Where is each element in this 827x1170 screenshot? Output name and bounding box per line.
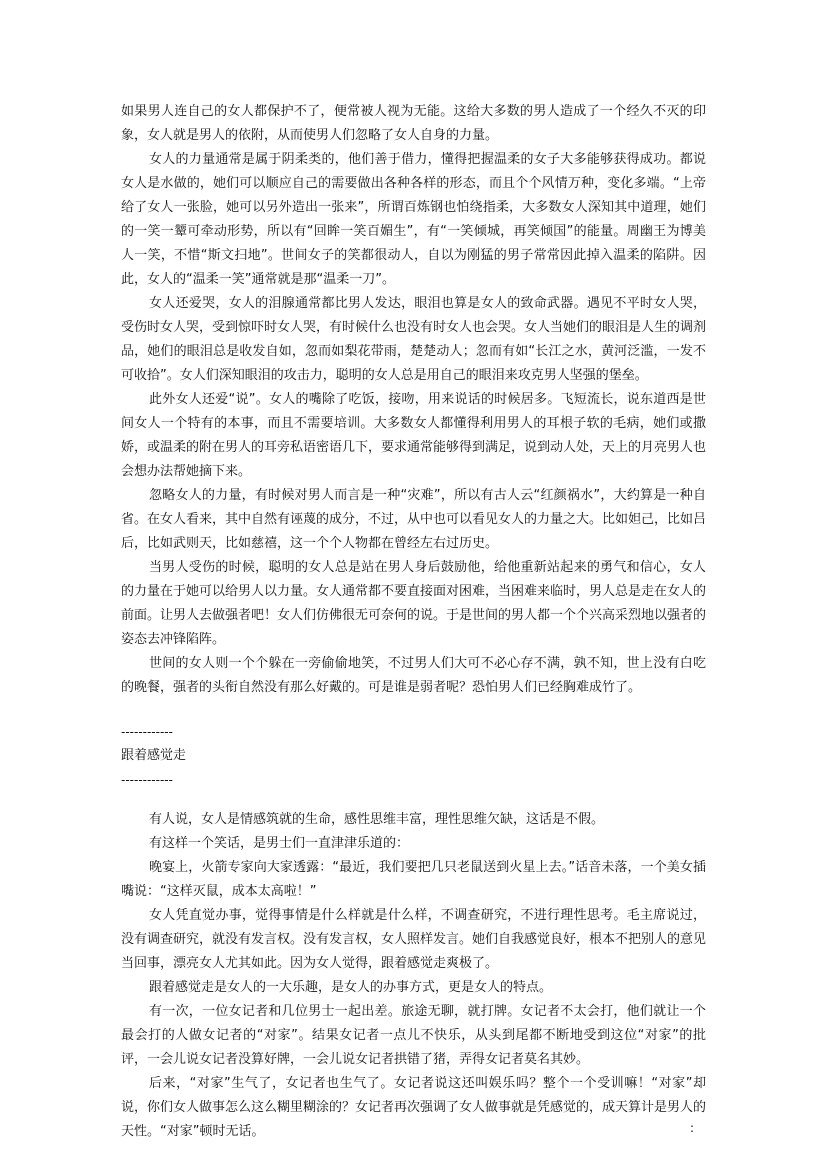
paragraph: 如果男人连自己的女人都保护不了，便常被人视为无能。这给大多数的男人造成了一个经久不灭的印象，女人就是男人的依附，从而使男人们忽略了女人自身的力量。 [121, 104, 706, 143]
section-title: 跟着感觉走 [121, 748, 187, 763]
paragraph: 有这样一个笑话，是男士们一直津津乐道的： [149, 836, 410, 851]
spacer [121, 700, 706, 720]
paragraph: 跟着感觉走是女人的一大乐趣，是女人的办事方式，更是女人的特点。 [149, 980, 553, 995]
paragraph: 有人说，女人是情感筑就的生命，感性思维丰富，理性思维欠缺，这话是不假。 [149, 812, 605, 827]
paragraph: 晚宴上，火箭专家向大家透露：“最近，我们要把几只老鼠送到火星上去。”话音未落，一个美女插嘴说：“这样灭鼠，成本太高啦！” [121, 860, 706, 899]
paragraph: 此外女人还爱“说”。女人的嘴除了吃饭，接吻，用来说话的时候居多。飞短流长，说东道西是世间女人一个特有的本事，而且不需要培训。大多数女人都懂得利用男人的耳根子软的毛病，她们或撒娇，或温柔的附在男人的耳旁私语密语几下，要求通常能够得到满足，说到动人处，天上的月亮男人也会想办法帮她摘下来。 [121, 392, 707, 479]
page-number-mark: : [690, 1121, 695, 1135]
separator-line: ------------ [121, 773, 173, 787]
paragraph: 女人凭直觉办事，觉得事情是什么样就是什么样，不调查研究，不进行理性思考。毛主席说过，没有调查研究，就没有发言权。没有发言权，女人照样发言。她们自我感觉良好，根本不把别人的意见当回事，漂亮女人尤其如此。因为女人觉得，跟着感觉走爽极了。 [121, 908, 707, 971]
paragraph: 世间的女人则一个个躲在一旁偷偷地笑，不过男人们大可不必心存不满，孰不知，世上没有白吃的晚餐，强者的头衔自然没有那么好戴的。可是谁是弱者呢？恐怕男人们已经胸难成竹了。 [121, 656, 706, 695]
spacer [121, 792, 706, 808]
paragraph: 后来，“对家”生气了，女记者也生气了。女记者说这还叫娱乐吗？整个一个受训嘛！“对家”却说，你们女人做事怎么这么糊里糊涂的？女记者再次强调了女人做事就是凭感觉的，成天算计是男人的天性。“对家”顿时无话。 [121, 1076, 707, 1139]
separator-line: ------------ [121, 725, 173, 739]
paragraph: 女人还爱哭，女人的泪腺通常都比男人发达，眼泪也算是女人的致命武器。遇见不平时女人哭，受伤时女人哭，受到惊吓时女人哭，有时候什么也没有时女人也会哭。女人当她们的眼泪是人生的调剂品，她们的眼泪总是收发自如，忽而如梨花带雨，楚楚动人；忽而有如“长江之水，黄河泛滥，一发不可收拾”。女人们深知眼泪的攻击力，聪明的女人总是用自己的眼泪来攻克男人坚强的堡垒。 [121, 296, 707, 383]
document-page [121, 100, 706, 1144]
paragraph: 有一次，一位女记者和几位男士一起出差。旅途无聊，就打牌。女记者不太会打，他们就让一个最会打的人做女记者的“对家”。结果女记者一点儿不快乐，从头到尾都不断地受到这位“对家”的批评，一会儿说女记者没算好牌，一会儿说女记者拱错了猪，弄得女记者莫名其妙。 [121, 1004, 706, 1067]
paragraph: 当男人受伤的时候，聪明的女人总是站在男人身后鼓励他，给他重新站起来的勇气和信心，女人的力量在于她可以给男人以力量。女人通常都不要直接面对困难，当困难来临时，男人总是走在女人的前面。让男人去做强者吧！女人们仿佛很无可奈何的说。于是世间的男人都一个个兴高采烈地以强者的姿态去冲锋陷阵。 [121, 560, 707, 647]
paragraph: 女人的力量通常是属于阴柔类的，他们善于借力，懂得把握温柔的女子大多能够获得成功。都说女人是水做的，她们可以顺应自己的需要做出各种各样的形态，而且个个风情万种，变化多端。“上帝给了女人一张脸，她可以另外造出一张来”，所谓百炼钢也怕绕指柔，大多数女人深知其中道理，她们的一笑一颦可牵动形势，所以有“回眸一笑百媚生”，有“一笑倾城，再笑倾国”的能量。周幽王为博美人一笑，不惜“斯文扫地”。世间女子的笑都很动人，自以为刚猛的男子常常因此掉入温柔的陷阱。因此，女人的“温柔一笑”通常就是那“温柔一刀”。 [121, 152, 706, 287]
paragraph: 忽略女人的力量，有时候对男人而言是一种“灾难”，所以有古人云“红颜祸水”，大约算是一种自省。在女人看来，其中自然有诬蔑的成分，不过，从中也可以看见女人的力量之大。比如妲己，比如吕后，比如武则天，比如慈禧，这一个个人物都在曾经左右过历史。 [121, 488, 707, 551]
